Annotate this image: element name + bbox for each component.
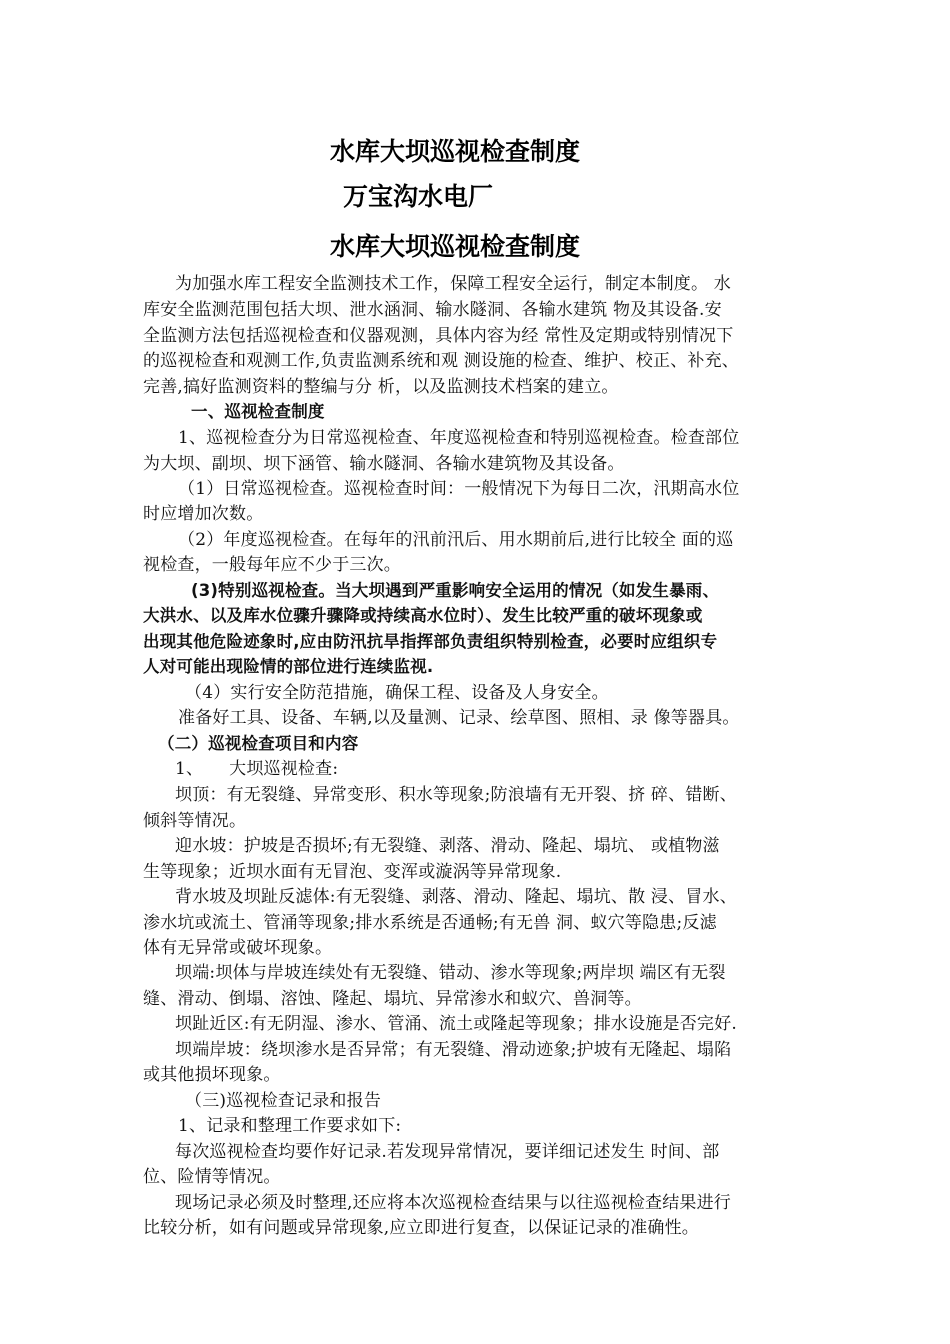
annual-inspection-line-1: （2）年度巡视检查。在每年的汛前汛后、用水期前后,进行比较全 面的巡 (178, 530, 734, 550)
dam-crest-line-2: 倾斜等情况。 (143, 811, 247, 831)
organization-name: 万宝沟水电厂 (343, 182, 494, 211)
downstream-slope-line-2: 渗水坑或流土、管涌等现象;排水系统是否通畅;有无兽 洞、蚁穴等隐患;反滤 (143, 913, 717, 933)
daily-inspection-line-1: （1）日常巡视检查。巡视检查时间：一般情况下为每日二次，汛期高水位 (178, 479, 740, 499)
daily-inspection-line-2: 时应增加次数。 (143, 504, 264, 524)
records-analysis-line-1: 现场记录必须及时整理,还应将本次巡视检查结果与以往巡视检查结果进行 (175, 1193, 732, 1213)
special-inspection-line-4: 人对可能出现险情的部位进行连续监视. (143, 657, 434, 676)
annual-inspection-line-2: 视检查，一般每年应不少于三次。 (143, 555, 401, 575)
heading-inspection-system: 一、巡视检查制度 (191, 402, 325, 421)
records-detail-line-1: 每次巡视检查均要作好记录.若发现异常情况，要详细记述发生 时间、部 (175, 1142, 720, 1162)
special-inspection-line-2: 大洪水、以及库水位骤升骤降或持续高水位时）、发生比较严重的破坏现象或 (143, 606, 703, 625)
document-title: 水库大坝巡视检查制度 (330, 137, 581, 166)
tools-preparation-line: 准备好工具、设备、车辆,以及量测、记录、绘草图、照相、录 像等器具。 (178, 708, 740, 728)
dam-end-line-1: 坝端:坝体与岸坡连续处有无裂缝、错动、渗水等现象;两岸坝 端区有无裂 (175, 963, 726, 983)
intro-line-2: 库安全监测范围包括大坝、泄水涵洞、输水隧洞、各输水建筑 物及其设备.安 (143, 300, 722, 320)
downstream-slope-line-3: 体有无异常或破坏现象。 (143, 938, 333, 958)
special-inspection-line-3: 出现其他危险迹象时,应由防汛抗旱指挥部负责组织特别检查，必要时应组织专 (143, 632, 718, 651)
special-inspection-line-1: (3)特别巡视检查。当大坝遇到严重影响安全运用的情况（如发生暴雨、 (191, 581, 720, 600)
upstream-slope-line-1: 迎水坡：护坡是否损坏;有无裂缝、剥落、滑动、隆起、塌坑、 或植物滋 (175, 836, 720, 856)
dam-crest-line-1: 坝顶：有无裂缝、异常变形、积水等现象;防浪墙有无开裂、挤 碎、错断、 (175, 785, 737, 805)
intro-line-1: 为加强水库工程安全监测技术工作，保障工程安全运行，制定本制度。 水 (175, 274, 732, 294)
abutment-slope-line-1: 坝端岸坡：绕坝渗水是否异常；有无裂缝、滑动迹象;护坡有无隆起、塌陷 (175, 1040, 732, 1060)
records-detail-line-2: 位、险情等情况。 (143, 1167, 281, 1187)
records-requirement-line: 1、记录和整理工作要求如下: (178, 1116, 402, 1136)
downstream-slope-line-1: 背水坡及坝趾反滤体:有无裂缝、剥落、滑动、隆起、塌坑、散 浸、冒水、 (175, 887, 737, 907)
dam-inspection-line: 1、 大坝巡视检查: (175, 759, 339, 779)
heading-inspection-items: （二）巡视检查项目和内容 (158, 734, 359, 753)
intro-line-5: 完善,搞好监测资料的整编与分 析，以及监测技术档案的建立。 (143, 377, 619, 397)
section-title: 水库大坝巡视检查制度 (330, 232, 581, 261)
heading-records-reports: （三)巡视检查记录和报告 (185, 1091, 382, 1111)
abutment-slope-line-2: 或其他损坏现象。 (143, 1065, 281, 1085)
upstream-slope-line-2: 生等现象；近坝水面有无冒泡、变浑或漩涡等异常现象. (143, 862, 562, 882)
safety-measures-line: （4）实行安全防范措施，确保工程、设备及人身安全。 (185, 683, 609, 703)
para-1-line-2: 为大坝、副坝、坝下涵管、输水隧洞、各输水建筑物及其设备。 (143, 454, 625, 474)
intro-line-3: 全监测方法包括巡视检查和仪器观测，具体内容为经 常性及定期或特别情况下 (143, 326, 734, 346)
records-analysis-line-2: 比较分析，如有问题或异常现象,应立即进行复查，以保证记录的准确性。 (143, 1218, 700, 1238)
intro-line-4: 的巡视检查和观测工作,负责监测系统和观 测设施的检查、维护、校正、补充、 (143, 351, 740, 371)
dam-end-line-2: 缝、滑动、倒塌、溶蚀、隆起、塌坑、异常渗水和蚁穴、兽洞等。 (143, 989, 642, 1009)
dam-toe-line: 坝趾近区:有无阴湿、渗水、管涌、流土或隆起等现象；排水设施是否完好. (175, 1014, 737, 1034)
para-1-line-1: 1、巡视检查分为日常巡视检查、年度巡视检查和特别巡视检查。检查部位 (178, 428, 740, 448)
